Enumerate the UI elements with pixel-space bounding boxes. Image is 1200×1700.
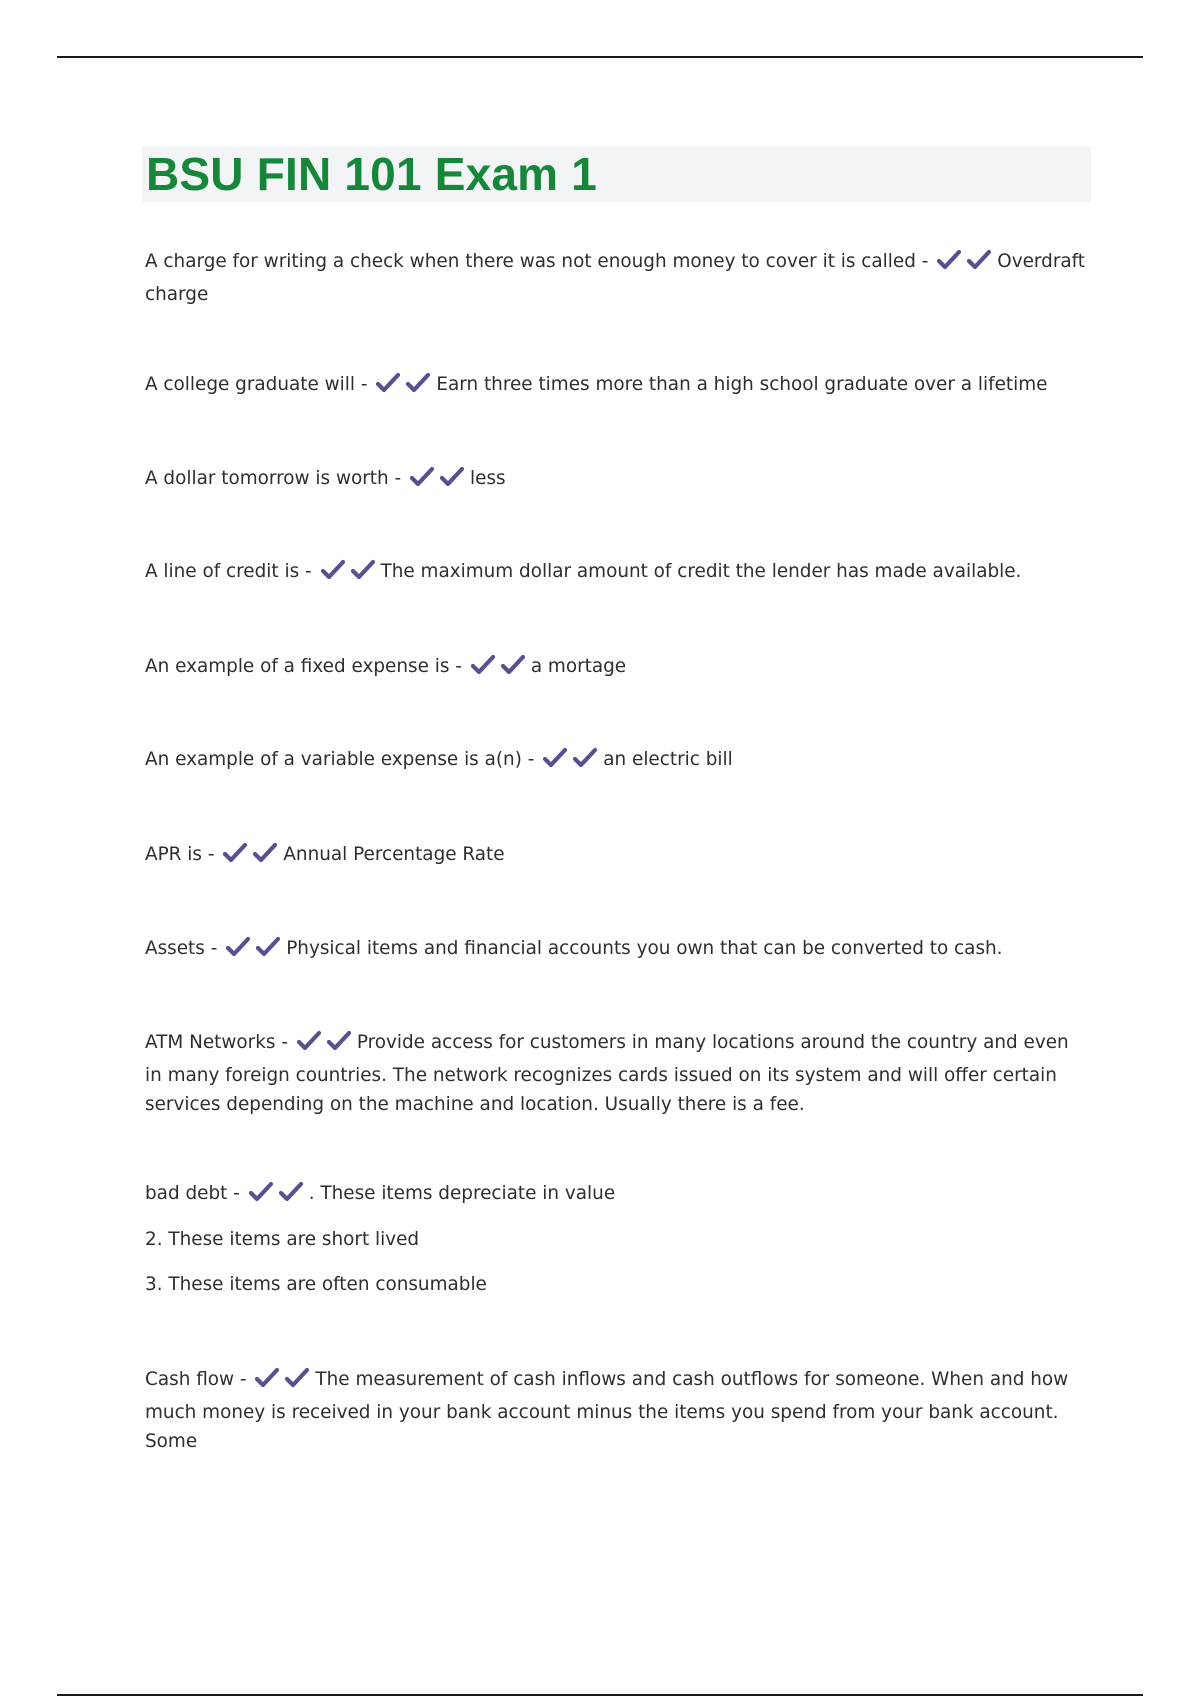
question-text: An example of a fixed expense is - (145, 656, 462, 677)
qa-item (145, 557, 1090, 590)
check-icon (409, 466, 435, 488)
question-text: APR is - (145, 844, 215, 865)
qa-item (145, 464, 1090, 497)
qa-item (145, 370, 1090, 403)
check-icon (252, 842, 278, 864)
check-pair (542, 747, 602, 778)
bottom-rule (57, 1694, 1143, 1696)
answer-continuation: 2. These items are short lived (145, 1229, 420, 1250)
check-icon (936, 249, 962, 271)
check-icon (326, 1030, 352, 1052)
question-text: A college graduate will - (145, 374, 368, 395)
question-text: A line of credit is - (145, 561, 312, 582)
check-pair (375, 372, 435, 403)
question-text: bad debt - (145, 1183, 240, 1204)
check-pair (409, 466, 469, 497)
check-icon (225, 936, 251, 958)
check-icon (320, 559, 346, 581)
check-pair (248, 1181, 308, 1212)
check-icon (439, 466, 465, 488)
check-icon (572, 747, 598, 769)
answer-text: The maximum dollar amount of credit the lender has made available. (380, 561, 1022, 582)
answer-text: Provide access for customers in many locations around the country and even in many foreign countries. The network recognizes cards issued on its system and will offer certain services depending on the machine and location. Usually there is a fee. (145, 1032, 1069, 1115)
question-text: A dollar tomorrow is worth - (145, 468, 402, 489)
check-icon (375, 372, 401, 394)
check-icon (405, 372, 431, 394)
check-pair (470, 654, 530, 685)
check-pair (296, 1030, 356, 1061)
answer-text: . These items depreciate in value (308, 1183, 616, 1204)
answer-text: Earn three times more than a high school graduate over a lifetime (436, 374, 1048, 395)
answer-text: less (470, 468, 506, 489)
check-pair (222, 842, 282, 873)
top-rule (57, 56, 1143, 58)
check-icon (255, 936, 281, 958)
qa-item (145, 652, 1090, 685)
check-icon (278, 1181, 304, 1203)
check-icon (542, 747, 568, 769)
qa-item (145, 1179, 1090, 1212)
check-pair (936, 249, 996, 280)
check-icon (222, 842, 248, 864)
question-text: Cash flow - (145, 1369, 247, 1390)
check-pair (254, 1367, 314, 1398)
qa-item (145, 1365, 1090, 1456)
answer-text: Overdraft charge (145, 251, 1086, 305)
answer-text: The measurement of cash inflows and cash outflows for someone. When and how much money is received in your bank account minus the items you spend from your bank account. Some (145, 1369, 1069, 1452)
check-icon (470, 654, 496, 676)
qa-item (145, 840, 1090, 873)
answer-text: Physical items and financial accounts you own that can be converted to cash. (286, 938, 1003, 959)
answer-continuation: 3. These items are often consumable (145, 1274, 487, 1295)
answer-text: an electric bill (603, 749, 733, 770)
check-icon (284, 1367, 310, 1389)
document-title: BSU FIN 101 Exam 1 (146, 148, 598, 200)
check-icon (254, 1367, 280, 1389)
qa-item (145, 745, 1090, 778)
qa-item (145, 934, 1090, 967)
check-icon (248, 1181, 274, 1203)
qa-item (145, 1028, 1090, 1119)
qa-item (145, 247, 1090, 309)
check-icon (500, 654, 526, 676)
question-text: A charge for writing a check when there was not enough money to cover it is called - (145, 251, 929, 272)
check-pair (225, 936, 285, 967)
check-icon (296, 1030, 322, 1052)
check-icon (966, 249, 992, 271)
question-text: ATM Networks - (145, 1032, 288, 1053)
answer-text: Annual Percentage Rate (283, 844, 505, 865)
check-pair (320, 559, 380, 590)
question-text: Assets - (145, 938, 218, 959)
question-text: An example of a variable expense is a(n) - (145, 749, 535, 770)
check-icon (350, 559, 376, 581)
answer-text: a mortage (530, 656, 627, 677)
